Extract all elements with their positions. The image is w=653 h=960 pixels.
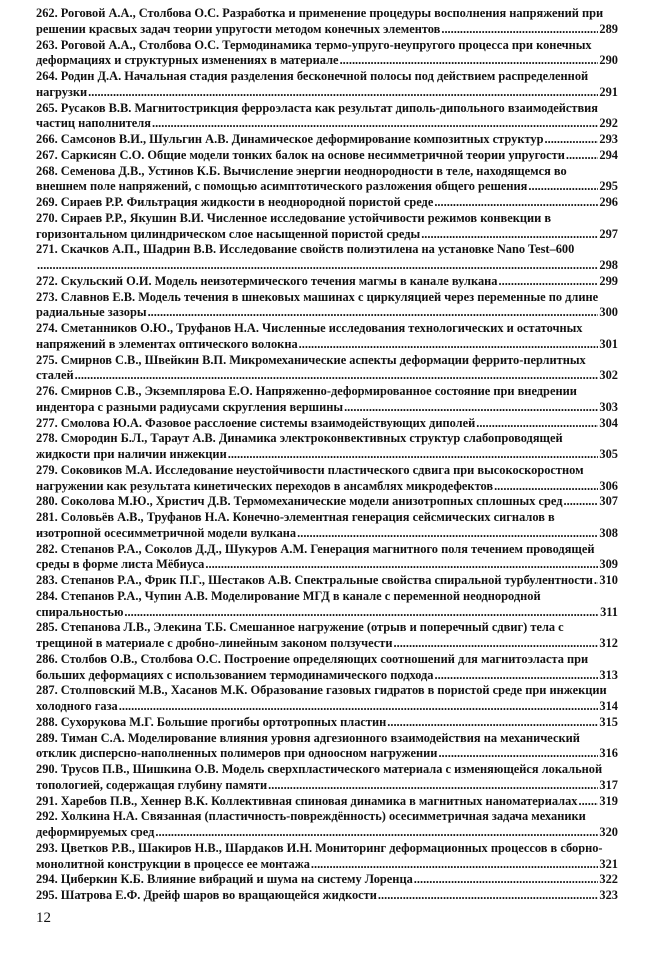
toc-entry-line: 282. Степанов Р.А., Соколов Д.Д., Шукуров А.М. Генерация магнитного поля течением проводящей	[36, 541, 595, 556]
dot-leader	[297, 526, 598, 542]
dot-leader	[119, 699, 599, 715]
toc-entry-page: 303	[599, 399, 618, 414]
toc-entry-page: 323	[599, 888, 618, 902]
toc-entry-last-line	[36, 872, 618, 888]
toc-entry-line: 290. Трусов П.В., Шишкина О.В. Модель сверхпластического материала с изменяющейся локальной	[36, 762, 603, 776]
toc-entry	[36, 888, 618, 904]
dot-leader	[528, 179, 598, 195]
toc-entry-page: 292	[599, 116, 618, 131]
toc-entry-text: 267. Саркисян С.О. Общие модели тонких балок на основе несимметричной теории упругости	[36, 147, 565, 162]
dot-leader	[152, 116, 598, 132]
toc-entry	[36, 542, 618, 574]
dot-leader	[299, 337, 599, 353]
toc-entry-page: 313	[599, 667, 618, 682]
dot-leader	[435, 668, 599, 684]
toc-entry-page: 289	[599, 21, 618, 36]
toc-entry-line: 271. Скачков А.П., Шадрин В.В. Исследование свойств полиэтилена на установке Nano Test–600	[36, 242, 575, 257]
toc-entry-text: отклик дисперсно-наполненных полимеров при одноосном нагружении	[36, 746, 438, 761]
toc-entry-page: 305	[599, 447, 618, 461]
toc-entry-page: 297	[599, 226, 618, 241]
toc-entry-page: 294	[599, 147, 618, 162]
toc-entry-line: 270. Сираев Р.Р., Якушин В.И. Численное исследование устойчивости режимов конвекции в	[36, 210, 552, 225]
toc-entry-page: 291	[599, 84, 618, 99]
toc-entry	[36, 101, 618, 133]
toc-entry-text: 280. Соколова М.Ю., Христич Д.В. Термомеханические модели анизотропных сплошных сред	[36, 494, 563, 509]
dot-leader	[564, 494, 599, 510]
dot-leader	[434, 195, 598, 211]
toc-entry	[36, 872, 618, 888]
toc-entry-last-line	[36, 22, 618, 38]
toc-entry-page: 316	[599, 746, 618, 761]
dot-leader	[414, 872, 599, 888]
toc-entry-page: 293	[599, 132, 618, 146]
toc-entry	[36, 38, 618, 70]
dot-leader	[545, 132, 599, 148]
dot-leader	[340, 53, 599, 69]
toc-entry-text: 288. Сухорукова М.Г. Большие прогибы ортотропных пластин	[36, 714, 387, 729]
dot-leader	[499, 274, 599, 290]
toc-entry-text: 295. Шатрова Е.Ф. Дрейф шаров во вращающейся жидкости	[36, 888, 377, 902]
toc-entry	[36, 6, 618, 38]
toc-entry	[36, 290, 618, 322]
toc-entry-page: 321	[599, 856, 618, 871]
toc-entry-text: 266. Самсонов В.И., Шульгин А.В. Динамическое деформирование композитных структур	[36, 132, 544, 146]
dot-leader	[268, 778, 598, 794]
toc-entry	[36, 463, 618, 495]
toc-entry-last-line	[36, 148, 618, 164]
dot-leader	[566, 148, 599, 164]
toc-entry-text: внешнем поле напряжений, с помощью асимптотического разложения общего решения	[36, 179, 528, 194]
toc-entry-text: 283. Степанов Р.А., Фрик П.Г., Шестаков А.В. Спектральные свойства спиральной турбулентности	[36, 573, 593, 587]
toc-entry-last-line	[36, 132, 618, 148]
toc-entry	[36, 353, 618, 385]
toc-entry-line: 281. Соловьёв А.В., Труфанов Н.А. Конечно-элементная генерация сейсмических сигналов в	[36, 510, 555, 524]
toc-entry	[36, 494, 618, 510]
dot-leader	[578, 794, 598, 810]
toc-entry-page: 296	[599, 195, 618, 209]
toc-entry-line: 285. Степанова Л.В., Элекина Т.Б. Смешанное нагружение (отрыв и поперечный сдвиг) тела с	[36, 620, 564, 635]
toc-entry-page: 306	[599, 478, 618, 493]
toc-entry-text: монолитной конструкции в процессе ее монтажа	[36, 856, 310, 871]
toc-entry-line: 279. Соковиков М.А. Исследование неустойчивости пластического сдвига при высокоскоростном	[36, 462, 584, 477]
toc-entry-text: спиральностью	[36, 604, 124, 619]
toc-entry-text: индентора с разными радиусами скругления вершины	[36, 399, 344, 414]
toc-entry	[36, 195, 618, 211]
toc-entry-last-line	[36, 494, 618, 510]
dot-leader	[494, 479, 598, 495]
toc-entry-last-line	[36, 857, 618, 873]
toc-entry-last-line	[36, 636, 618, 652]
toc-entry-last-line	[36, 179, 618, 195]
toc-entry	[36, 431, 618, 463]
toc-entry-last-line	[36, 416, 618, 432]
toc-entry-line: 262. Роговой А.А., Столбова О.С. Разработка и применение процедуры восполнения напряжений при	[36, 6, 604, 20]
dot-leader	[394, 636, 599, 652]
toc-entry-text: 294. Циберкин К.Б. Влияние вибраций и шума на систему Лоренца	[36, 872, 413, 887]
toc-entry	[36, 384, 618, 416]
dot-leader	[124, 605, 599, 621]
toc-entry-last-line	[36, 258, 618, 274]
toc-entry-page: 310	[599, 573, 618, 587]
toc-entry-page: 304	[599, 415, 618, 430]
toc-entry	[36, 794, 618, 810]
toc-entry-last-line	[36, 699, 618, 715]
toc-entry-page: 312	[599, 636, 618, 650]
toc-entry-text: жидкости при наличии инжекции	[36, 447, 227, 461]
toc-entry	[36, 132, 618, 148]
toc-entry-last-line	[36, 746, 618, 762]
dot-leader	[476, 416, 598, 432]
toc-entry-text: напряжений в элементах оптического волокна	[36, 336, 298, 351]
toc-entry	[36, 416, 618, 432]
toc-entry-page: 320	[599, 825, 618, 839]
dot-leader	[75, 368, 599, 384]
toc-entry-last-line	[36, 195, 618, 211]
toc-entry-last-line	[36, 400, 618, 416]
toc-entry-page: 295	[599, 179, 618, 194]
toc-entry-text: 269. Сираев Р.Р. Фильтрация жидкости в неоднородной пористой среде	[36, 195, 434, 209]
toc-entry	[36, 242, 618, 274]
toc-entry-page: 300	[599, 305, 618, 320]
toc-entry-last-line	[36, 794, 618, 810]
toc-entry-page: 307	[599, 494, 618, 509]
toc-entry-text: решении красвых задач теории упругости методом конечных элементов	[36, 21, 441, 36]
toc-entry-line: 287. Столповский М.В., Хасанов М.К. Образование газовых гидратов в пористой среде при инжекции	[36, 683, 607, 698]
toc-entry-text: 277. Смолова Ю.А. Фазовое расслоение системы взаимодействующих диполей	[36, 415, 476, 430]
toc-entry-line: 276. Смирнов С.В., Экземплярова Е.О. Напряженно-деформированное состояние при внедрении	[36, 384, 577, 398]
toc-entry-last-line	[36, 715, 618, 731]
toc-entry-page: 311	[600, 604, 618, 619]
toc-entry-last-line	[36, 447, 618, 463]
dot-leader	[155, 825, 598, 841]
toc-entry-page: 301	[599, 336, 618, 351]
toc-entry-line: 263. Роговой А.А., Столбова О.С. Термодинамика термо-упруго-неупругого процесса при конечных	[36, 37, 592, 52]
toc-entry	[36, 148, 618, 164]
toc-entry-last-line	[36, 573, 618, 589]
toc-entry-line: 286. Столбов О.В., Столбова О.С. Построение определяющих соотношений для магнитоэласта при	[36, 651, 589, 666]
toc-entry-line: 275. Смирнов С.В., Швейкин В.П. Микромеханические аспекты деформации феррито-перлитных	[36, 352, 586, 367]
toc-entry-last-line	[36, 337, 618, 353]
toc-entry-text: деформируемых сред	[36, 825, 155, 839]
toc-entry-last-line	[36, 116, 618, 132]
dot-leader	[88, 85, 598, 101]
toc-entry-last-line	[36, 557, 618, 573]
toc-entry-text: изотропной осесимметричной модели вулкана	[36, 525, 297, 540]
toc-entry	[36, 809, 618, 841]
toc-entry-text: нагрузки	[36, 84, 88, 99]
toc-entry	[36, 510, 618, 542]
toc-entry-text: частиц наполнителя	[36, 116, 151, 131]
toc-entry-line: 274. Сметанников О.Ю., Труфанов Н.А. Численные исследования технологических и остаточных	[36, 321, 583, 335]
dot-leader	[438, 746, 598, 762]
dot-leader	[378, 888, 599, 904]
toc-entry-line: 293. Цветков Р.В., Шакиров Н.В., Шардаков И.Н. Мониторинг деформационных процессов в сборно-	[36, 840, 603, 855]
dot-leader	[228, 447, 599, 463]
toc-entry-page: 308	[599, 525, 618, 540]
toc-entry-page: 317	[599, 777, 618, 792]
toc-entry	[36, 573, 618, 589]
toc-entry	[36, 274, 618, 290]
toc-entry-last-line	[36, 778, 618, 794]
toc-entry-line: 289. Тиман С.А. Моделирование влияния уровня адгезионного взаимодействия на механический	[36, 730, 580, 745]
toc-entry-text: 272. Скульский О.И. Модель неизотермического течения магмы в канале вулкана	[36, 273, 498, 288]
dot-leader	[387, 715, 598, 731]
toc-entry	[36, 321, 618, 353]
toc-entry-text: деформациях и структурных изменениях в материале	[36, 53, 339, 68]
toc-list	[36, 6, 618, 904]
toc-entry-page: 299	[599, 273, 618, 288]
toc-entry-last-line	[36, 888, 618, 904]
toc-entry	[36, 762, 618, 794]
toc-entry-text: холодного газа	[36, 699, 118, 713]
toc-entry-text: больших деформациях с использованием термодинамического подхода	[36, 667, 434, 682]
toc-entry-text: 291. Харебов П.В., Хеннер В.К. Коллективная спиновая динамика в магнитных наноматериалах	[36, 793, 578, 808]
toc-entry-text: радиальные зазоры	[36, 305, 147, 320]
toc-entry	[36, 211, 618, 243]
dot-leader	[441, 22, 598, 38]
toc-entry-last-line	[36, 479, 618, 495]
toc-entry-page: 298	[599, 258, 618, 272]
toc-entry-last-line	[36, 305, 618, 321]
dot-leader	[594, 573, 598, 589]
toc-entry-last-line	[36, 227, 618, 243]
page-number: 12	[36, 910, 51, 926]
toc-entry-line: 292. Холкина Н.А. Связанная (пластичность-повреждённость) осесимметричная задача механики	[36, 809, 586, 824]
toc-entry-last-line	[36, 605, 618, 621]
toc-entry-line: 264. Родин Д.А. Начальная стадия разделения бесконечной полосы под действием распределенной	[36, 69, 589, 83]
dot-leader	[148, 305, 599, 321]
toc-entry	[36, 652, 618, 684]
toc-entry-text: среды в форме листа Мёбиуса	[36, 557, 205, 572]
toc-entry	[36, 715, 618, 731]
toc-entry-page: 319	[599, 793, 618, 808]
toc-entry-line: 284. Степанов Р.А., Чупин А.В. Моделирование МГД в канале с переменной неоднородной	[36, 588, 541, 603]
toc-entry-last-line	[36, 85, 618, 101]
toc-entry-last-line	[36, 368, 618, 384]
toc-entry-text: горизонтальном цилиндрическом слое насыщенной пористой среды	[36, 226, 421, 241]
toc-entry	[36, 69, 618, 101]
toc-entry-page: 302	[599, 368, 618, 383]
toc-entry	[36, 731, 618, 763]
dot-leader	[344, 400, 598, 416]
toc-entry-text: нагружении как результата кинетических переходов в ансамблях микродефектов	[36, 478, 494, 493]
toc-entry-page: 309	[599, 557, 618, 572]
dot-leader	[311, 857, 599, 873]
toc-entry	[36, 683, 618, 715]
toc-entry	[36, 589, 618, 621]
dot-leader	[37, 258, 598, 274]
toc-entry-line: 273. Славнов Е.В. Модель течения в шнековых машинах с циркуляцией через переменные по длине	[36, 289, 599, 304]
dot-leader	[421, 227, 598, 243]
toc-entry-last-line	[36, 274, 618, 290]
toc-entry-last-line	[36, 825, 618, 841]
toc-entry-text: трещиной в материале с дробно-линейным законом ползучести	[36, 636, 393, 650]
toc-entry-text: топологией, содержащая глубину памяти	[36, 777, 268, 792]
toc-entry-last-line	[36, 526, 618, 542]
dot-leader	[205, 557, 598, 573]
toc-entry-line: 278. Смородин Б.Л., Тараут А.В. Динамика электроконвективных структур слабопроводящей	[36, 431, 563, 446]
toc-entry	[36, 164, 618, 196]
toc-entry-last-line	[36, 53, 618, 69]
toc-entry-text: сталей	[36, 368, 74, 383]
toc-entry	[36, 620, 618, 652]
toc-entry	[36, 841, 618, 873]
toc-entry-line: 265. Русаков В.В. Магнитострикция ферроэласта как результат диполь-дипольного взаимодействия	[36, 100, 598, 115]
toc-entry-page: 322	[599, 872, 618, 887]
toc-entry-page: 314	[599, 699, 618, 713]
toc-entry-line: 268. Семенова Д.В., Устинов К.Б. Вычисление энергии неоднородности в теле, находящемся во	[36, 163, 567, 178]
toc-entry-page: 290	[599, 53, 618, 68]
toc-entry-page: 315	[599, 714, 618, 729]
toc-entry-last-line	[36, 668, 618, 684]
